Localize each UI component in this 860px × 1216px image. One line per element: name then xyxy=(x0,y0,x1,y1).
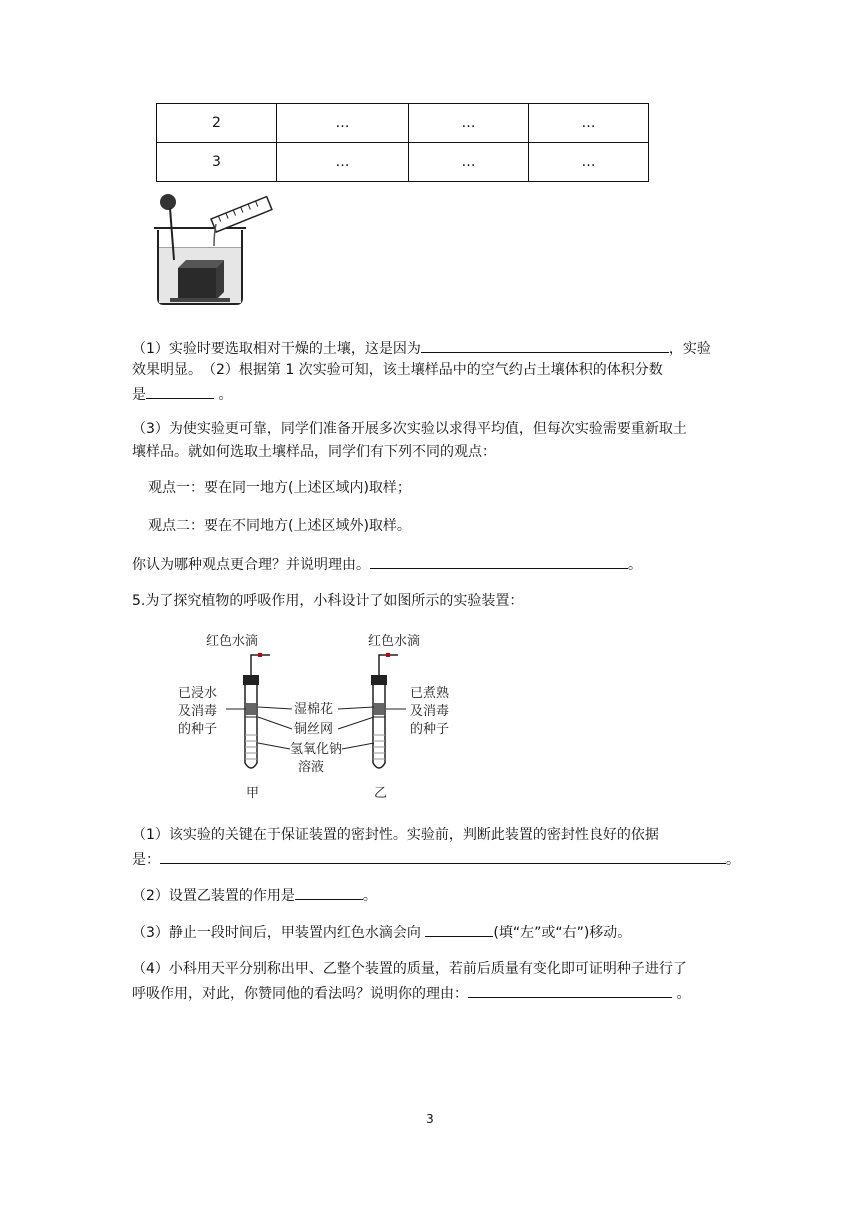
tube-yi xyxy=(371,653,398,768)
answer-blank[interactable] xyxy=(425,920,493,937)
table-row xyxy=(157,104,649,143)
viewpoint-two: 观点二：要在不同地方(上述区域外)取样。 xyxy=(148,518,411,534)
tube-jia xyxy=(243,653,270,768)
label-jia: 甲 xyxy=(246,785,260,800)
q4-part2-text: 是 xyxy=(132,387,146,403)
beaker-soil-illustration xyxy=(150,190,280,308)
q4-part1-line1 xyxy=(132,336,711,360)
q5-part4-text-end: 。 xyxy=(672,986,691,1002)
q4-part1-text-end: ，实验 xyxy=(668,341,711,357)
answer-blank[interactable] xyxy=(370,552,628,569)
label-naoh: 溶液 xyxy=(298,759,325,774)
q4-part3-line1: （3）为使实验更可靠，同学们准备开展多次实验以求得平均值，但每次实验需要重新取土 xyxy=(132,421,687,437)
label-red-drop-left: 红色水滴 xyxy=(206,633,259,648)
q4-part3-text-end: 。 xyxy=(628,557,642,573)
q4-part2-answer-line xyxy=(132,382,232,406)
q5-part4-text: 呼吸作用，对此，你赞同他的看法吗？说明你的理由： xyxy=(132,986,468,1002)
q4-part3-text: 你认为哪种观点更合理？并说明理由。 xyxy=(132,557,370,573)
q4-part2-line: 效果明显。 （2）根据第 1 次实验可知，该土壤样品中的空气约占土壤体积的体积分数 xyxy=(132,362,663,378)
q5-part1-line2 xyxy=(132,847,740,871)
q5-part3-text-end: (填“左”或“右”)移动。 xyxy=(493,925,632,941)
table-cell: 2 xyxy=(157,104,277,143)
label-yi: 乙 xyxy=(374,785,388,800)
q5-part1-line1: （1）该实验的关键在于保证装置的密封性。实验前，判断此装置的密封性良好的依据 xyxy=(132,827,659,843)
table-cell: … xyxy=(409,143,529,182)
label-cotton: 湿棉花 xyxy=(294,701,334,716)
table-cell: … xyxy=(409,104,529,143)
page-number: 3 xyxy=(426,1112,434,1126)
q5-part3-line xyxy=(132,920,631,944)
label-mesh: 铜丝网 xyxy=(294,721,334,736)
table-cell: … xyxy=(529,143,649,182)
q5-part4-line2 xyxy=(132,981,690,1005)
label-seeds-right: 及消毒 xyxy=(410,703,450,718)
q4-part2-text-end: 。 xyxy=(214,387,233,403)
table-cell: 3 xyxy=(157,143,277,182)
q5-part2-text-end: 。 xyxy=(362,888,377,904)
answer-blank[interactable] xyxy=(468,981,672,998)
q5-part3-text: （3）静止一段时间后，甲装置内红色水滴会向 xyxy=(132,925,426,941)
table-cell: … xyxy=(277,143,409,182)
label-seeds-right: 已煮熟 xyxy=(410,685,450,700)
q4-part1-text: （1）实验时要选取相对干燥的土壤，这是因为 xyxy=(132,341,421,357)
answer-blank[interactable] xyxy=(295,883,363,900)
label-red-drop-right: 红色水滴 xyxy=(368,633,421,648)
respiration-apparatus-figure xyxy=(170,625,480,805)
label-naoh: 氢氧化钠 xyxy=(290,741,343,756)
q5-part4-line1: （4）小科用天平分别称出甲、乙整个装置的质量，若前后质量有变化即可证明种子进行了 xyxy=(132,961,687,977)
viewpoint-one: 观点一：要在同一地方(上述区域内)取样； xyxy=(148,480,411,496)
table-row xyxy=(157,143,649,182)
q5-part2-text: （2）设置乙装置的作用是 xyxy=(132,888,295,904)
table-cell: … xyxy=(277,104,409,143)
data-table xyxy=(156,103,649,182)
q4-part3-line2: 壤样品。就如何选取土壤样品，同学们有下列不同的观点： xyxy=(132,444,496,460)
q5-part1-text: 是： xyxy=(132,852,160,868)
q5-part1-text-end: 。 xyxy=(726,852,740,868)
table-cell: … xyxy=(529,104,649,143)
answer-blank[interactable] xyxy=(160,847,726,864)
q5-part2-line xyxy=(132,883,377,907)
label-seeds-right: 的种子 xyxy=(410,721,450,736)
label-seeds-left: 已浸水 xyxy=(178,685,218,700)
q5-title: 5.为了探究植物的呼吸作用，小科设计了如图所示的实验装置： xyxy=(132,593,524,609)
label-seeds-left: 及消毒 xyxy=(178,703,218,718)
q4-part3-question xyxy=(132,552,642,576)
label-seeds-left: 的种子 xyxy=(178,721,218,736)
answer-blank[interactable] xyxy=(146,382,214,399)
answer-blank[interactable] xyxy=(421,336,669,353)
